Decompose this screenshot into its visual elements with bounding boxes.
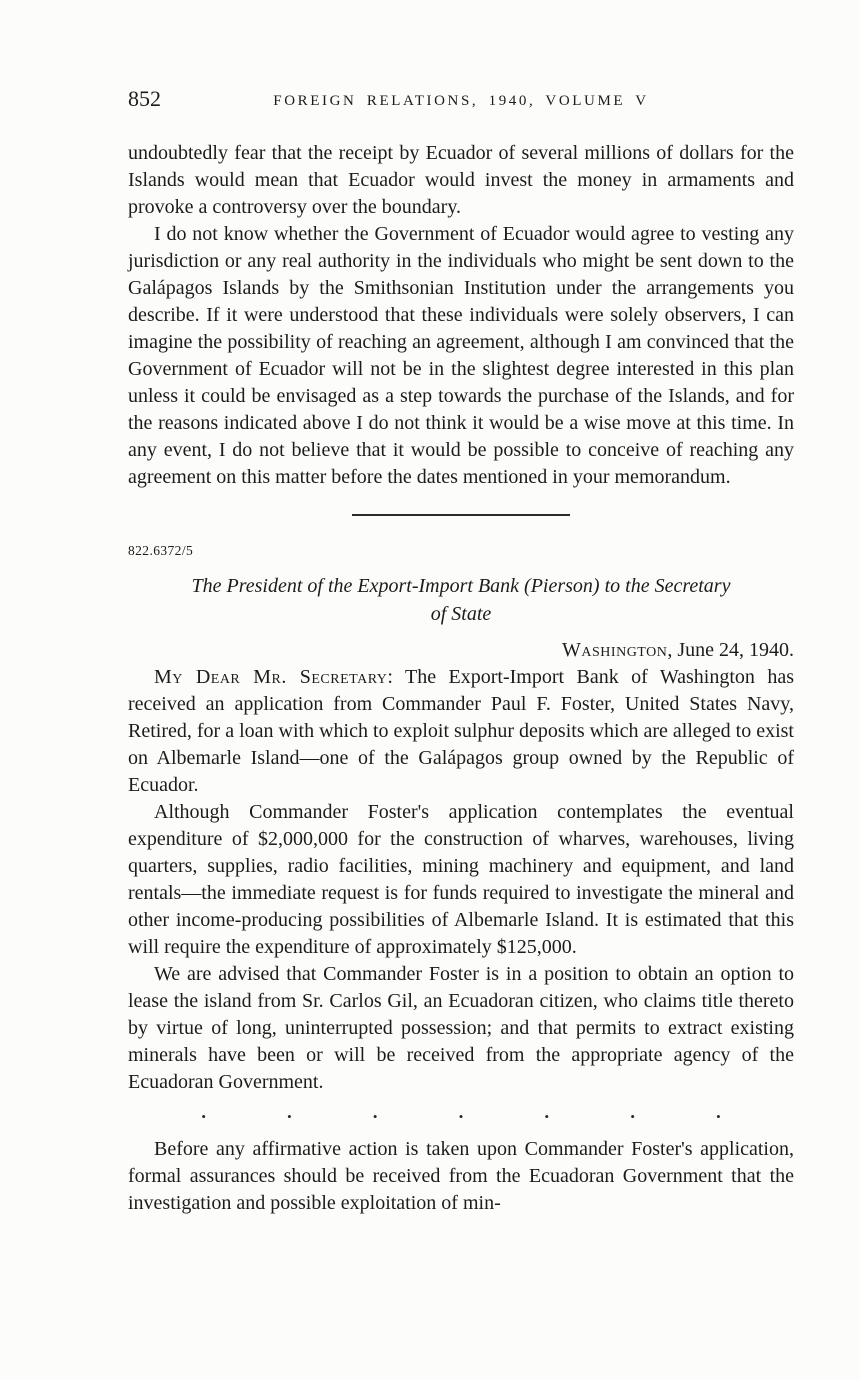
- document-title: [128, 572, 794, 628]
- letter-paragraph: We are advised that Commander Foster is in a position to obtain an option to lease the island from Sr. Carlos Gil, an Ecuadoran citizen, who claims title thereto by virtue of long, uninterrupted possession; and that permits to extract existing minerals have been or will be received from the appropriate agency of the Ecuadoran Government.: [128, 963, 794, 1093]
- salutation: My Dear Mr. Secretary: [154, 666, 388, 688]
- page-header: [128, 86, 794, 116]
- running-head: FOREIGN RELATIONS, 1940, VOLUME V: [273, 93, 649, 109]
- document-title-line: of State: [430, 603, 492, 625]
- page-number: 852: [128, 86, 161, 111]
- document-title-line: The President of the Export-Import Bank (Pierson) to the Secretary: [191, 575, 731, 597]
- continuation-paragraph: undoubtedly fear that the receipt by Ecuador of several millions of dollars for the Islands would mean that Ecuador would invest the money in armaments and provoke a controversy over the boundary.: [128, 142, 794, 218]
- dateline-date: , June 24, 1940.: [667, 639, 794, 661]
- letter-paragraph: Although Commander Foster's application contemplates the eventual expenditure of $2,000,000 for the construction of wharves, warehouses, living quarters, supplies, radio facilities, mining machinery and equipment, and land rentals—the immediate request is for funds required to investigate the mineral and other income-producing possibilities of Albemarle Island. It is estimated that this will require the expenditure of approximately $125,000.: [128, 801, 794, 958]
- opening-text: : The Export-Import Bank of Washington has received an application from Commander Paul F. Foster, United States Navy, Retired, for a loan with which to exploit sulphur deposits which are alleged to exist on Albemarle Island—one of the Galápagos group owned by the Republic of Ecuador.: [128, 666, 794, 796]
- dateline-place: Washington: [562, 639, 668, 661]
- letter-closing-paragraph: Before any affirmative action is taken upon Commander Foster's application, formal assurances should be received from the Ecuadoran Government that the investigation and possible exploitation of min-: [128, 1138, 794, 1214]
- omission-ellipsis-row: • • • • • • •: [201, 1109, 721, 1124]
- document-file-number: 822.6372/5: [128, 543, 194, 558]
- dateline: [128, 637, 794, 664]
- letter-paragraph: I do not know whether the Government of Ecuador would agree to vesting any jurisdiction or any real authority in the individuals who might be sent down to the Galápagos Islands by the Smithsonian Institution under the arrangements you describe. If it were understood that these individuals were solely observers, I can imagine the possibility of reaching an agreement, although I am convinced that the Government of Ecuador will not be in the slightest degree interested in this plan unless it could be envisaged as a step towards the purchase of the Islands, and for the reasons indicated above I do not think it would be a wise move at this time. In any event, I do not believe that it would be possible to conceive of reaching any agreement on this matter before the dates mentioned in your memorandum.: [128, 223, 794, 488]
- section-divider: [352, 514, 570, 516]
- letter-opening-paragraph: [128, 664, 794, 799]
